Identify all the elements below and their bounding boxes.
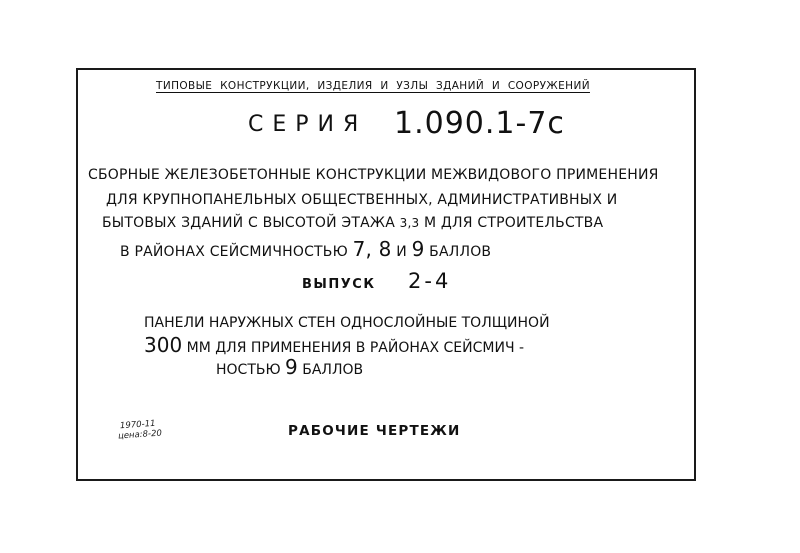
- title-line-3-b: М ДЛЯ СТРОИТЕЛЬСТВА: [423, 215, 604, 231]
- title-line-4-a: В РАЙОНАХ СЕЙСМИЧНОСТЬЮ: [120, 244, 348, 260]
- title-line-3: [102, 215, 603, 231]
- title-line-1: СБОРНЫЕ ЖЕЛЕЗОБЕТОННЫЕ КОНСТРУКЦИИ МЕЖВИДОВОГО ПРИМЕНЕНИЯ: [88, 167, 659, 183]
- series-number: 1.090.1-7с: [394, 106, 565, 141]
- title-line-4-and: И: [396, 244, 407, 260]
- issue-label: ВЫПУСК: [302, 277, 376, 292]
- seismic-value-9: 9: [411, 237, 425, 261]
- working-drawings-label: РАБОЧИЕ ЧЕРТЕЖИ: [288, 423, 461, 439]
- panel-line-3-end: БАЛЛОВ: [302, 362, 364, 378]
- stamp-price: цена:8-20: [117, 428, 163, 442]
- floor-height-value: 3,3: [399, 216, 420, 230]
- panel-line-3-text: НОСТЬЮ: [216, 362, 281, 378]
- title-line-3-a: БЫТОВЫХ ЗДАНИЙ С ВЫСОТОЙ ЭТАЖА: [102, 215, 395, 231]
- title-line-4-b: БАЛЛОВ: [429, 244, 492, 260]
- panel-line-1: ПАНЕЛИ НАРУЖНЫХ СТЕН ОДНОСЛОЙНЫЕ ТОЛЩИНОЙ: [144, 315, 550, 331]
- series-label: СЕРИЯ: [248, 112, 368, 137]
- seismic-values: 7, 8: [352, 237, 392, 261]
- panel-seismic-value: 9: [285, 355, 298, 379]
- panel-line-2-text: ММ ДЛЯ ПРИМЕНЕНИЯ В РАЙОНАХ СЕЙСМИЧ -: [186, 340, 525, 356]
- thickness-value: 300: [144, 333, 183, 357]
- header-line: ТИПОВЫЕ КОНСТРУКЦИИ, ИЗДЕЛИЯ И УЗЛЫ ЗДАНИЙ И СООРУЖЕНИЙ: [156, 80, 590, 92]
- panel-line-2: [144, 333, 524, 357]
- title-line-4: [120, 237, 491, 261]
- panel-line-3: [216, 355, 363, 379]
- title-line-2: ДЛЯ КРУПНОПАНЕЛЬНЫХ ОБЩЕСТВЕННЫХ, АДМИНИСТРАТИВНЫХ И: [106, 192, 618, 208]
- stamp-date: 1970-11: [119, 418, 156, 432]
- title-sheet-frame: [76, 68, 696, 481]
- issue-number: 2-4: [408, 269, 452, 293]
